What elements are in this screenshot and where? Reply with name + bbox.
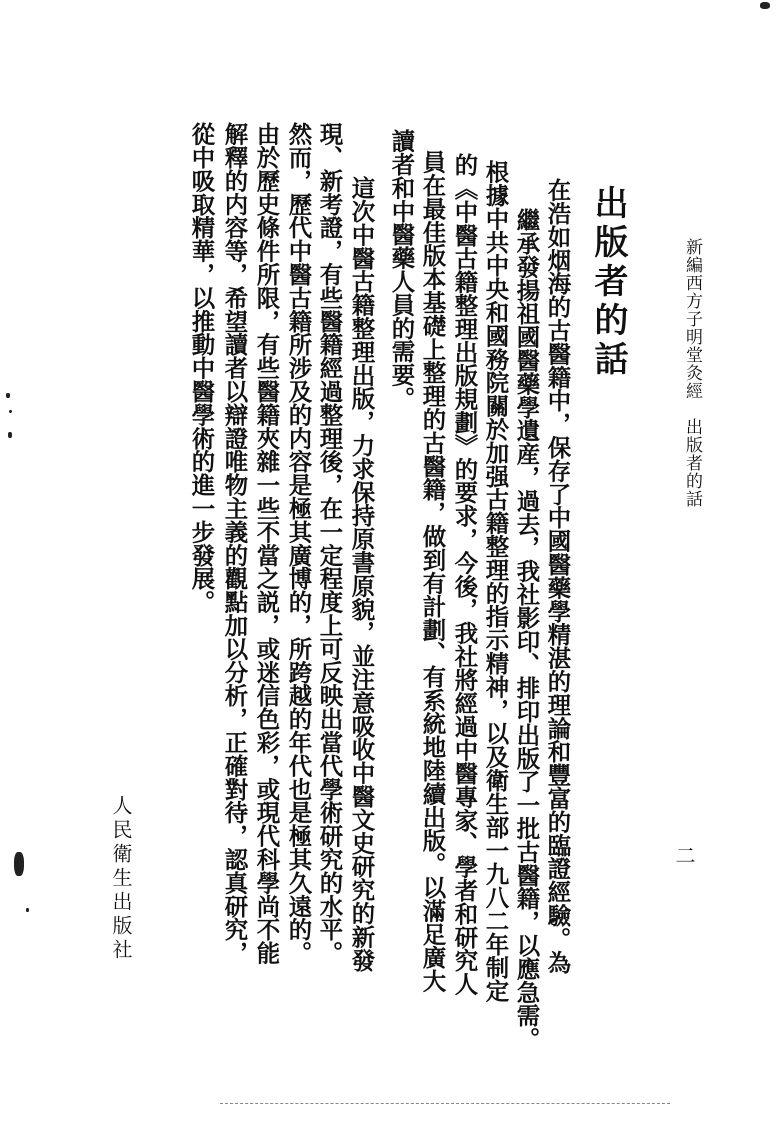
body-line-2: 繼承發揚祖國醫藥學遺産，過去，我社影印、排印出版了一批古醫籍，以應急需。 [512, 208, 541, 1051]
body-line-12: 從中吸取精華，以推動中醫學術的進一步發展。 [187, 122, 216, 614]
scan-blot [14, 852, 24, 876]
publisher-imprint: 人民衛生出版社 [109, 795, 133, 963]
body-line-10: 由於歷史條件所限，有些醫籍夾雜一些不當之説，或迷信色彩，或現代科學尚不能 [252, 122, 281, 965]
page-number: 二 [672, 845, 696, 865]
scan-corner-mark [760, 2, 770, 9]
body-line-11: 解釋的内容等，希望讀者以辯證唯物主義的觀點加以分析，正確對待，認真研究， [220, 122, 249, 965]
scan-speck [26, 908, 29, 912]
scan-speck [6, 393, 10, 398]
body-line-7: 這次中醫古籍整理出版，力求保持原書原貌，並注意吸收中醫文史研究的新發 [347, 176, 376, 972]
body-line-1: 在浩如烟海的古醫籍中，保存了中國醫藥學精湛的理論和豐富的臨證經驗。為 [543, 178, 572, 974]
body-line-6: 讀者和中醫藥人員的需要。 [387, 129, 416, 410]
running-head: 新編西方子明堂灸經 出版者的話 [682, 238, 702, 508]
body-line-8: 現、新考證，有些醫籍經過整理後，在一定程度上可反映出當代學術研究的水平。 [315, 122, 344, 965]
page-title: 出版者的話 [588, 185, 628, 380]
scan-speck [9, 410, 12, 413]
body-line-3: 根據中共中央和國務院關於加强古籍整理的指示精神，以及衛生部一九八二年制定 [481, 160, 510, 1003]
body-line-5: 員在最佳版本基礎上整理的古醫籍，做到有計劃、有系統地陸續出版。以滿足廣大 [418, 150, 447, 993]
body-line-4: 的《中醫古籍整理出版規劃》的要求，今後，我社將經過中醫專家、學者和研究人 [450, 153, 479, 996]
scan-speck [8, 432, 12, 438]
scan-edge-line [220, 1103, 670, 1105]
body-line-9: 然而，歷代中醫古籍所涉及的内容是極其廣博的，所跨越的年代也是極其久遠的。 [284, 122, 313, 965]
